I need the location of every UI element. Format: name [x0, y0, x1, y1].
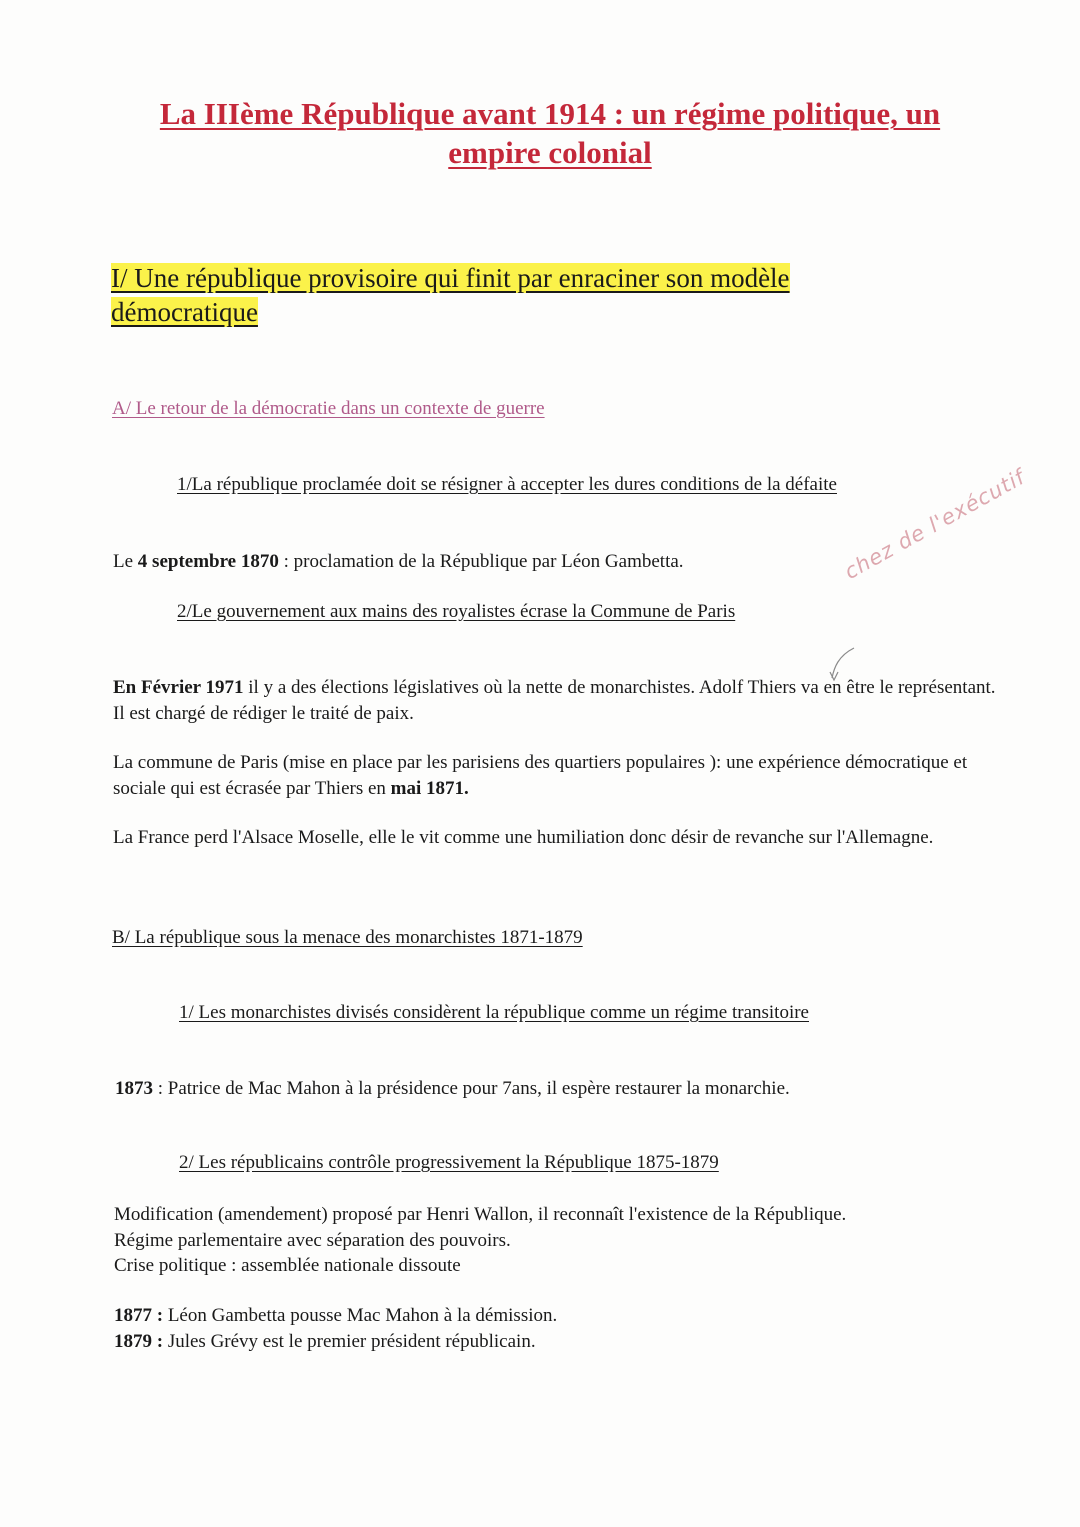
- section-b-heading: B/ La république sous la menace des monarchistes 1871-1879: [112, 927, 583, 948]
- section-a-subheading-1: 1/La république proclamée doit se résigner à accepter les dures conditions de la défaite: [177, 474, 837, 495]
- date-bold: 4 septembre 1870: [137, 551, 279, 572]
- text-segment: Le: [113, 551, 138, 572]
- text-line: [114, 1329, 1004, 1355]
- text-segment: La commune de Paris (mise en place par les parisiens des quartiers populaires ): une expérience démocratique et sociale qui est écrasée par Thiers en: [113, 752, 968, 799]
- date-bold: mai 1871.: [390, 777, 469, 799]
- date-bold: 1879 :: [114, 1330, 164, 1352]
- document-title: La IIIème République avant 1914 : un régime politique, un empire colonial: [159, 96, 941, 170]
- paragraph-gambetta-grevy: [114, 1303, 1004, 1354]
- text-line: Régime parlementaire avec séparation des pouvoirs.: [114, 1229, 511, 1251]
- handwritten-annotation: chez de l'exécutif: [840, 464, 1030, 584]
- insertion-caret-mark: [828, 642, 858, 682]
- text-segment: : Patrice de Mac Mahon à la présidence pour 7ans, il espère restaurer la monarchie.: [153, 1078, 790, 1099]
- date-bold: En Février 1971: [113, 677, 244, 698]
- paragraph-wallon: [114, 1202, 1004, 1279]
- section-a-subheading-2: 2/Le gouvernement aux mains des royalistes écrase la Commune de Paris: [177, 601, 736, 622]
- text-segment: : proclamation de la République par Léon Gambetta.: [278, 551, 684, 572]
- part-1-heading-text: I/ Une république provisoire qui finit par enraciner son modèle démocratique: [111, 263, 790, 327]
- paragraph-alsace: La France perd l'Alsace Moselle, elle le vit comme une humiliation donc désir de revanche sur l'Allemagne.: [113, 827, 934, 848]
- date-bold: 1873: [115, 1078, 153, 1099]
- section-b-subheading-1: 1/ Les monarchistes divisés considèrent la république comme un régime transitoire: [179, 1002, 809, 1023]
- text-segment: Léon Gambetta pousse Mac Mahon à la démission.: [163, 1305, 558, 1326]
- text-segment: il y a des élections législatives où la nette de monarchistes. Adolf Thiers va en être le représentant. Il est chargé de rédiger le traité de paix.: [113, 677, 996, 724]
- paragraph-elections: [113, 675, 1003, 726]
- section-b-subheading-2: 2/ Les républicains contrôle progressivement la République 1875-1879: [179, 1152, 719, 1173]
- text-segment: Jules Grévy est le premier président républicain.: [163, 1330, 536, 1352]
- part-1-heading: [111, 261, 871, 329]
- text-line: [114, 1303, 1004, 1329]
- text-line: Crise politique : assemblée nationale dissoute: [114, 1255, 461, 1276]
- date-bold: 1877 :: [114, 1305, 164, 1326]
- paragraph-commune: [113, 750, 1003, 801]
- paragraph-mac-mahon: [115, 1076, 1005, 1102]
- text-line: Modification (amendement) proposé par Henri Wallon, il reconnaît l'existence de la République.: [114, 1204, 847, 1225]
- section-a-heading: A/ Le retour de la démocratie dans un contexte de guerre: [112, 398, 545, 419]
